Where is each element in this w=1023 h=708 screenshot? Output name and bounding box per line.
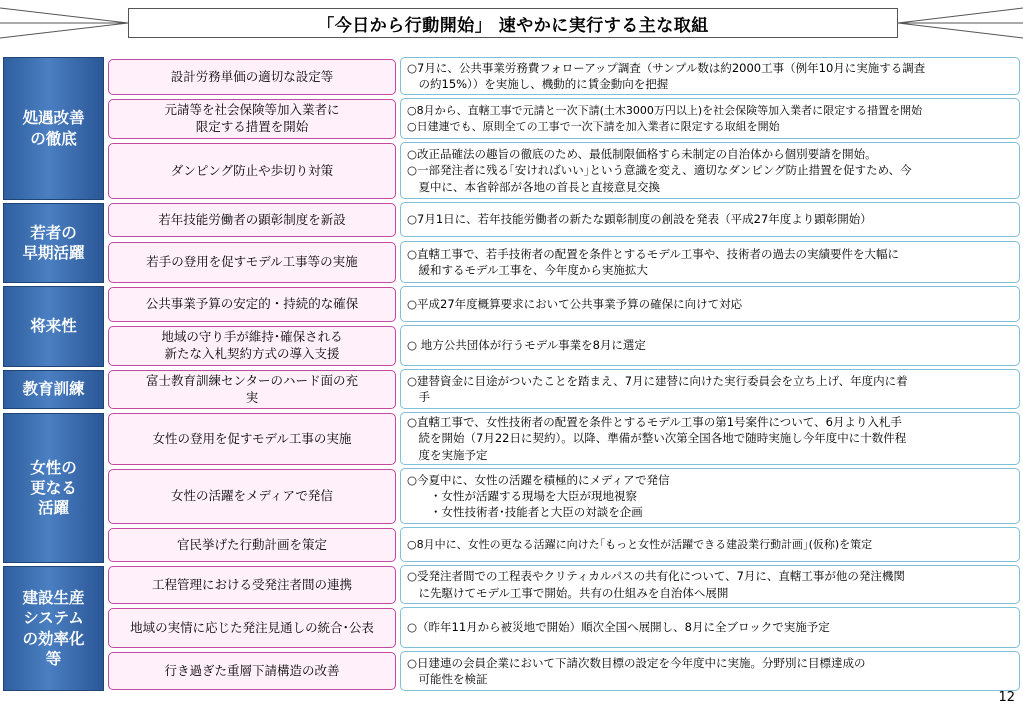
detail-box (400, 325, 1020, 366)
detail-line: 続を開始（7月22日に契約）。以降、準備が整い次第全国各地で随時実施し今年度中に十数件程 (407, 431, 907, 446)
measure-item: 女性の登用を促すモデル工事の実施 (108, 413, 396, 465)
detail-line: ○平成27年度概算要求において公共事業予算の確保に向けて対応 (407, 296, 743, 311)
detail-line: 夏中に、本省幹部が各地の首長と直接意見交換 (407, 179, 660, 194)
category-training: 教育訓練 (3, 370, 104, 409)
measure-item: ダンピング防止や歩切り対策 (108, 143, 396, 199)
detail-line: 手 (407, 390, 430, 404)
detail-line: ○（昨年11月から被災地で開始）順次全国へ展開し、8月に全ブロックで実施予定 (407, 620, 830, 635)
detail-line: 可能性を検証 (407, 672, 488, 686)
detail-line: ・女性技術者･技能者と大臣の対談を企画 (407, 505, 643, 520)
measure-item: 地域の守り手が維持･確保される 新たな入札契約方式の導入支援 (108, 326, 396, 366)
detail-line: ○一部発注者に残る｢安ければいい｣という意識を変え、適切なダンピング防止措置を促すため、今 (407, 163, 912, 178)
category-treatment: 処遇改善 の徹底 (3, 57, 104, 200)
detail-line: に先駆けてモデル工事で開始。共有の仕組みを自治体へ展開 (407, 585, 729, 600)
measure-item: 元請等を社会保険等加入業者に 限定する措置を開始 (108, 99, 396, 139)
detail-line: ○受発注者間での工程表やクリティカルパスの共有化について、7月に、直轄工事が他の発注機関 (407, 569, 905, 584)
measure-item: 行き過ぎた重層下請構造の改善 (108, 652, 396, 690)
detail-box (400, 651, 1020, 691)
detail-line: ・女性が活躍する現場を大臣が現地視察 (407, 488, 637, 503)
category-efficiency: 建設生産 システム の効率化 等 (3, 566, 104, 691)
detail-line: ○7月に、公共事業労務費フォローアップ調査（サンプル数は約2000工事（例年10月に実施する調査 (407, 60, 926, 75)
measure-item: 若年技能労働者の顕彰制度を新設 (108, 203, 396, 237)
measure-item: 女性の活躍をメディアで発信 (108, 469, 396, 524)
detail-box (400, 57, 1020, 95)
measure-item: 若手の登用を促すモデル工事等の実施 (108, 242, 396, 283)
detail-box (400, 369, 1020, 409)
detail-box (400, 286, 1020, 322)
detail-line: 緩和するモデル工事を、今年度から実施拡大 (407, 263, 648, 277)
detail-line: ○7月1日に、若年技能労働者の新たな顕彰制度の創設を発表（平成27年度より顕彰開始） (407, 212, 872, 227)
detail-line: ○直轄工事で、若手技術者の配置を条件とするモデル工事や、技術者の過去の実績要件を大幅に (407, 246, 899, 261)
measure-item: 富士教育訓練センターのハード面の充 実 (108, 370, 396, 409)
detail-box (400, 468, 1020, 524)
detail-line: ○今夏中に、女性の活躍を積極的にメディアで発信 (407, 472, 670, 487)
detail-box (400, 202, 1020, 237)
detail-line: 度を実施予定 (407, 447, 488, 462)
measure-item: 地域の実情に応じた発注見通しの統合･公表 (108, 608, 396, 648)
category-women: 女性の 更なる 活躍 (3, 413, 104, 563)
detail-line: ○8月中に、女性の更なる活躍に向けた｢もっと女性が活躍できる建設業行動計画｣(仮称)を策定 (407, 537, 873, 551)
detail-line: ○ 地方公共団体が行うモデル事業を8月に選定 (407, 338, 646, 353)
measure-item: 官民挙げた行動計画を策定 (108, 528, 396, 562)
page-number: 12 (998, 690, 1015, 705)
detail-line: ○日建連でも、原則全ての工事で一次下請を加入業者に限定する取組を開始 (407, 119, 780, 133)
detail-box (400, 241, 1020, 283)
detail-box (400, 607, 1020, 648)
detail-box (400, 142, 1020, 199)
detail-box (400, 527, 1020, 562)
detail-line: ○8月から、直轄工事で元請と一次下請(土木3000万円以上)を社会保険等加入業者に限定する措置を開始 (407, 103, 923, 117)
detail-box (400, 565, 1020, 604)
slide-title: 「今日から行動開始」 速やかに実行する主な取組 (128, 8, 898, 38)
measure-item: 工程管理における受発注者間の連携 (108, 566, 396, 604)
detail-line: ○建替資金に目途がついたことを踏まえ、7月に建替に向けた実行委員会を立ち上げ、年度内に着 (407, 373, 908, 388)
detail-box (400, 98, 1020, 139)
detail-line: の約15%））を実施し、機動的に賃金動向を把握 (407, 77, 669, 91)
detail-line: ○直轄工事で、女性技術者の配置を条件とするモデル工事の第1号案件について、6月より入札手 (407, 415, 902, 429)
measure-item: 設計労務単価の適切な設定等 (108, 59, 396, 95)
category-youth: 若者の 早期活躍 (3, 203, 104, 283)
category-future: 将来性 (3, 286, 104, 367)
detail-box (400, 412, 1020, 465)
measure-item: 公共事業予算の安定的・持続的な確保 (108, 287, 396, 322)
detail-line: ○日建連の会員企業において下請次数目標の設定を今年度中に実施。分野別に目標達成の (407, 655, 866, 670)
detail-line: ○改正品確法の趣旨の徹底のため、最低制限価格すら未制定の自治体から個別要請を開始。 (407, 147, 877, 161)
title-area (0, 0, 1023, 46)
